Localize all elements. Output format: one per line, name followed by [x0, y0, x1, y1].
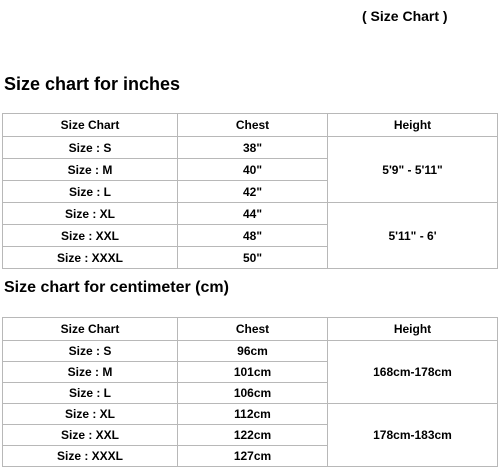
size-cell: Size : XXXL	[3, 247, 178, 269]
column-header-height: Height	[328, 114, 498, 137]
size-cell: Size : XL	[3, 404, 178, 425]
column-header-height: Height	[328, 318, 498, 341]
chest-cell: 44"	[178, 203, 328, 225]
height-cell: 168cm-178cm	[328, 341, 498, 404]
table-header-row	[3, 318, 498, 341]
chest-cell: 38"	[178, 137, 328, 159]
size-cell: Size : M	[3, 362, 178, 383]
size-cell: Size : XXXL	[3, 446, 178, 467]
size-cell: Size : L	[3, 383, 178, 404]
chest-cell: 101cm	[178, 362, 328, 383]
size-cell: Size : S	[3, 341, 178, 362]
size-cell: Size : XL	[3, 203, 178, 225]
table-row	[3, 404, 498, 425]
size-cell: Size : M	[3, 159, 178, 181]
height-cell: 5'9" - 5'11"	[328, 137, 498, 203]
chest-cell: 122cm	[178, 425, 328, 446]
column-header-size: Size Chart	[3, 114, 178, 137]
chest-cell: 127cm	[178, 446, 328, 467]
height-cell: 178cm-183cm	[328, 404, 498, 467]
size-cell: Size : L	[3, 181, 178, 203]
chest-cell: 48"	[178, 225, 328, 247]
chest-cell: 112cm	[178, 404, 328, 425]
cm-section-title: Size chart for centimeter (cm)	[4, 279, 229, 296]
column-header-chest: Chest	[178, 114, 328, 137]
chest-cell: 106cm	[178, 383, 328, 404]
inches-section-title: Size chart for inches	[4, 74, 181, 94]
table-row	[3, 137, 498, 159]
chest-cell: 50"	[178, 247, 328, 269]
size-cell: Size : XXL	[3, 225, 178, 247]
height-cell: 5'11" - 6'	[328, 203, 498, 269]
page-heading: ( Size Chart )	[362, 8, 448, 24]
size-cell: Size : XXL	[3, 425, 178, 446]
size-cell: Size : S	[3, 137, 178, 159]
chest-cell: 96cm	[178, 341, 328, 362]
table-row	[3, 341, 498, 362]
inches-size-table	[2, 113, 498, 269]
column-header-size: Size Chart	[3, 318, 178, 341]
cm-size-table	[2, 317, 498, 467]
table-header-row	[3, 114, 498, 137]
chest-cell: 42"	[178, 181, 328, 203]
column-header-chest: Chest	[178, 318, 328, 341]
chest-cell: 40"	[178, 159, 328, 181]
table-row	[3, 203, 498, 225]
